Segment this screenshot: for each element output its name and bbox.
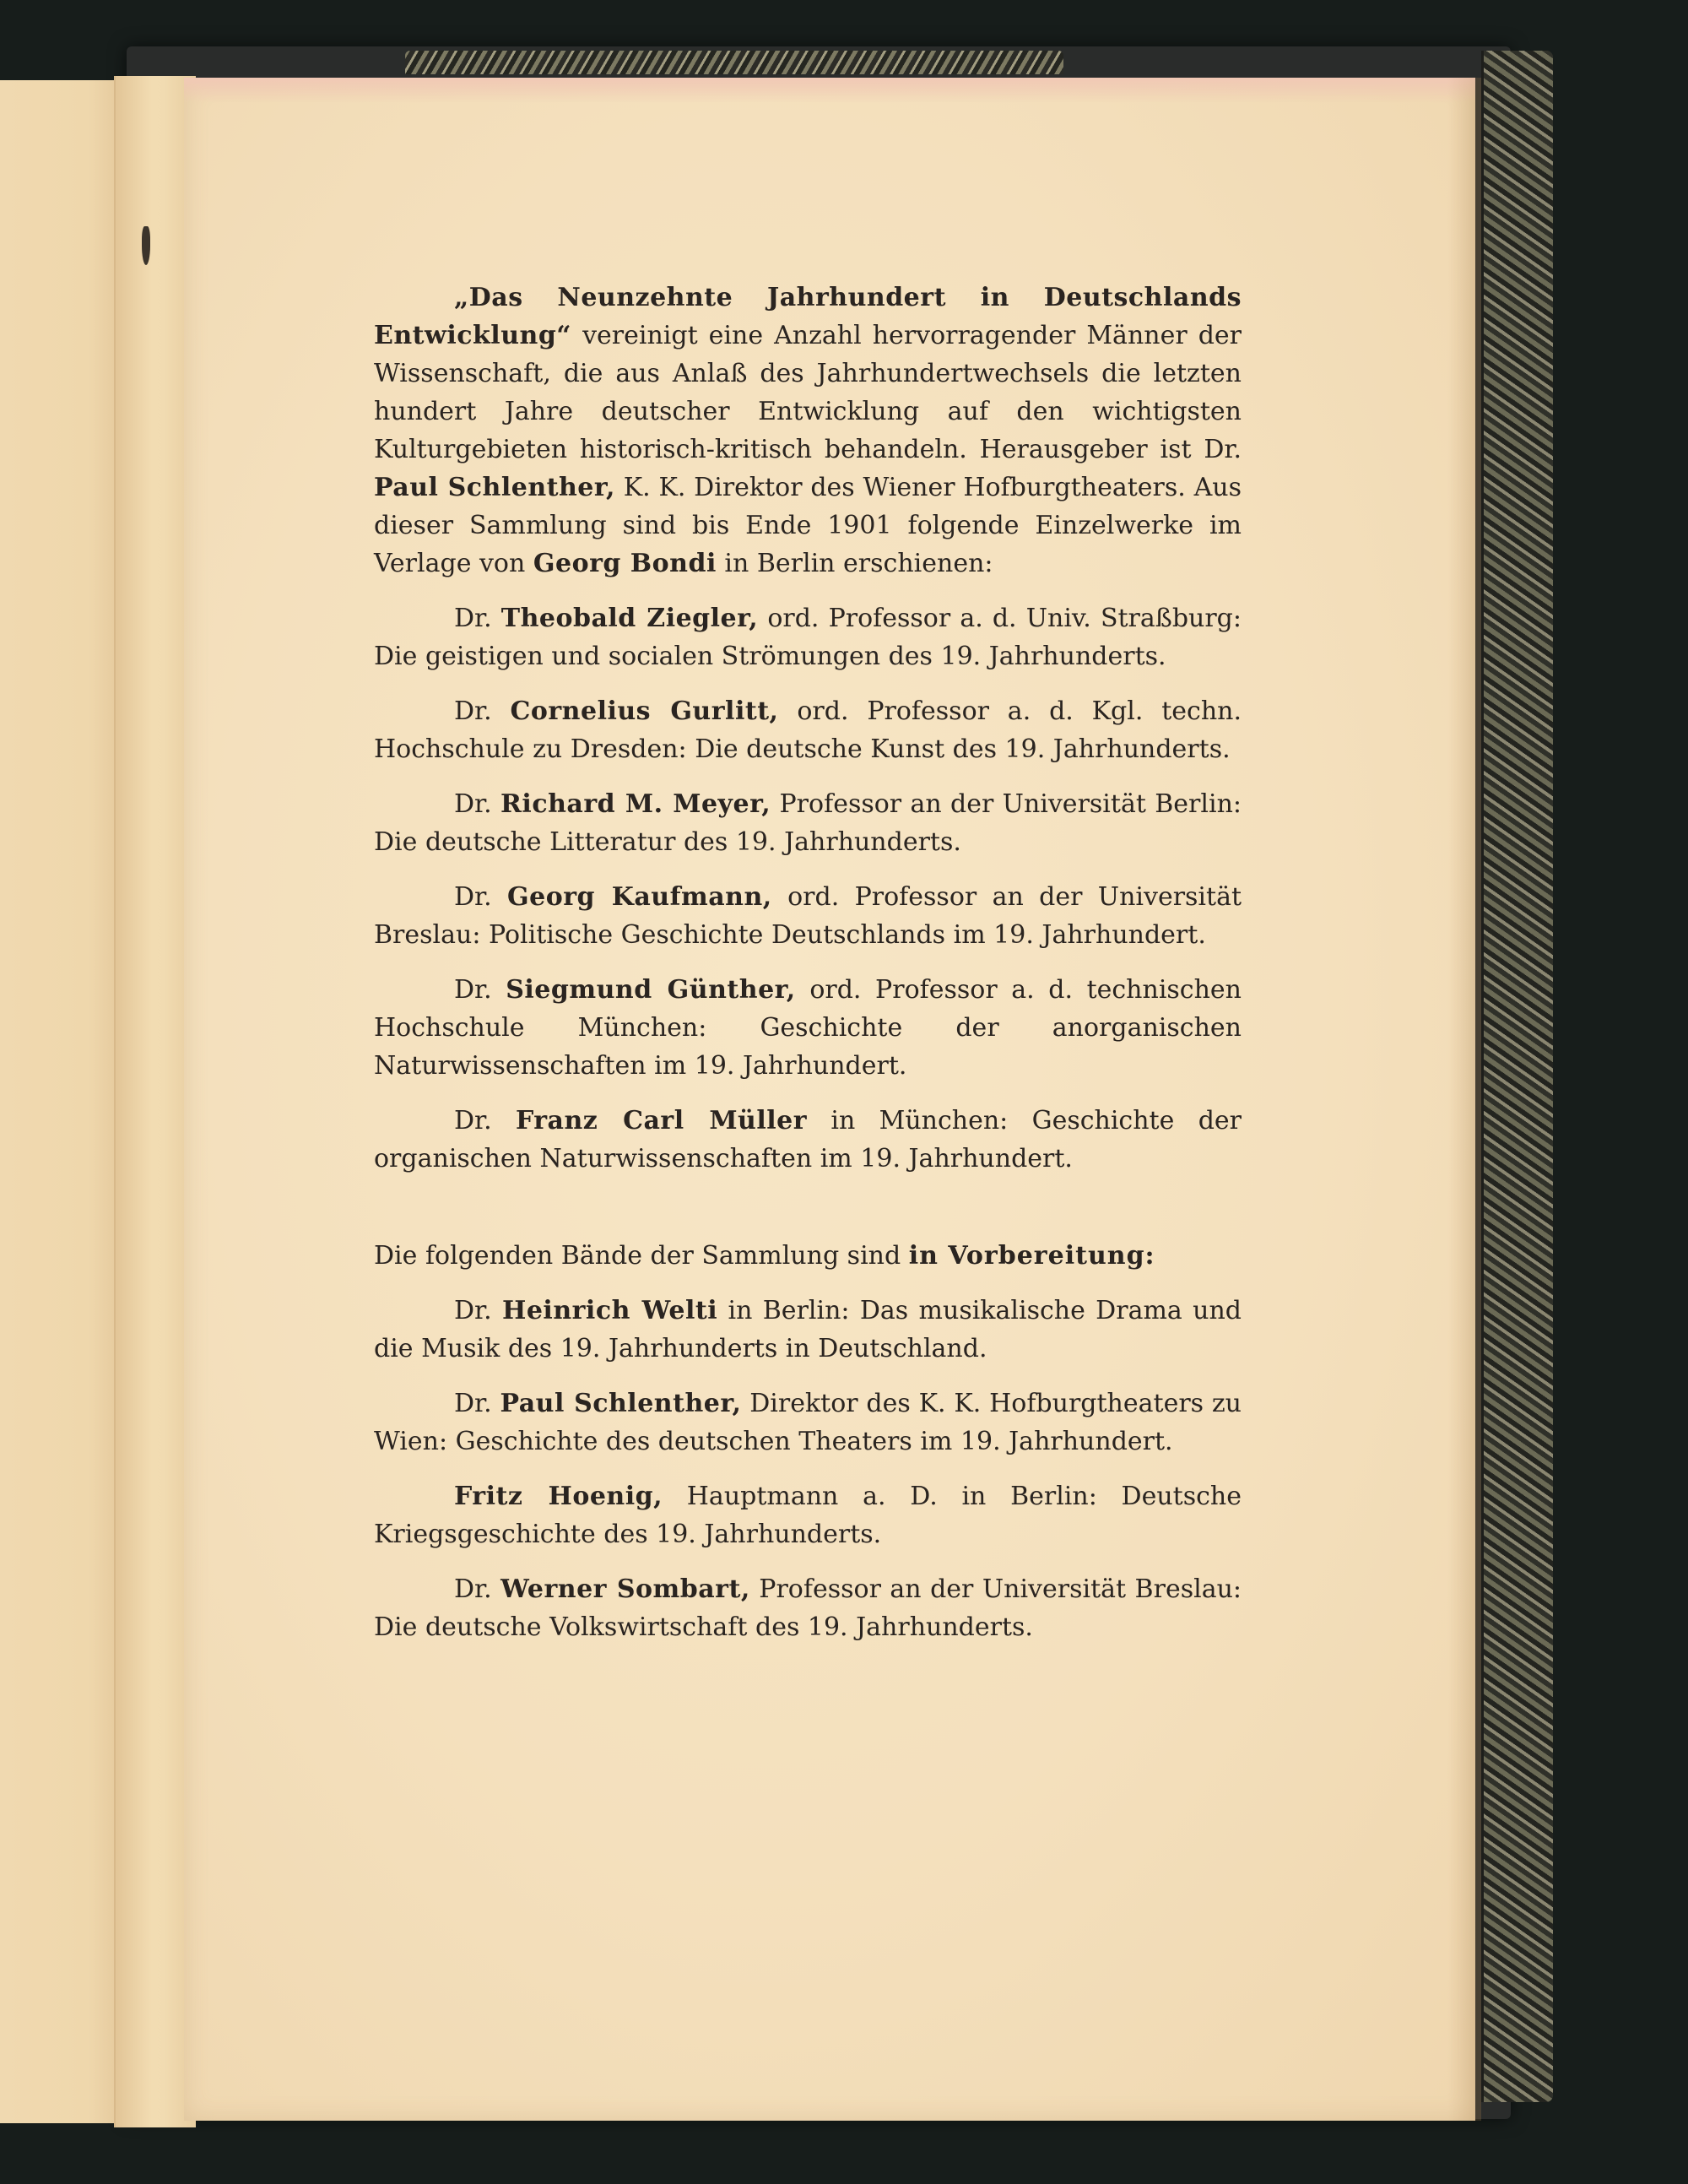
published-entry — [374, 971, 1242, 1085]
page-top-stain — [184, 78, 1475, 103]
published-entry — [374, 878, 1242, 954]
marbled-top-edge — [405, 51, 1063, 74]
entry-prefix: Dr. — [454, 1574, 501, 1604]
entry-text: Professor an der Universität Berlin: Die deutsche Litteratur des 19. Jahrhunderts. — [374, 789, 1242, 857]
entry-text: ord. Professor a. d. Univ. Straßburg: Die geistigen und socialen Strömungen des 19. Jahrhunderts. — [374, 604, 1242, 671]
author-name: Georg Kaufmann, — [507, 882, 772, 912]
entry-text: ord. Professor a. d. Kgl. techn. Hochschule zu Dresden: Die deutsche Kunst des 19. Jahrhunderts. — [374, 696, 1242, 764]
preparation-heading-text: Die folgenden Bände der Sammlung sind — [374, 1241, 909, 1271]
author-name: Fritz Hoenig, — [454, 1482, 663, 1511]
intro-text-3: in Berlin erschienen: — [716, 549, 993, 578]
left-page — [0, 80, 127, 2123]
entry-text: ord. Professor an der Universität Breslau: Politische Geschichte Deutschlands im 19. Jahrhundert. — [374, 882, 1242, 950]
entry-prefix: Dr. — [454, 1389, 500, 1418]
preparation-heading-bold: in Vorbereitung: — [908, 1241, 1155, 1271]
publisher-name: Georg Bondi — [533, 549, 717, 578]
published-entry — [374, 785, 1242, 861]
entry-text: Hauptmann a. D. in Berlin: Deutsche Kriegsgeschichte des 19. Jahrhunderts. — [374, 1482, 1242, 1549]
author-name: Cornelius Gurlitt, — [510, 696, 779, 726]
author-name: Paul Schlenther, — [500, 1389, 742, 1418]
published-entry — [374, 599, 1242, 675]
author-name: Richard M. Meyer, — [500, 789, 771, 819]
entry-text: Direktor des K. K. Hofburgtheaters zu Wien: Geschichte des deutschen Theaters im 19. Jahrhundert. — [374, 1389, 1242, 1456]
entry-prefix: Dr. — [454, 1106, 516, 1135]
entry-prefix: Dr. — [454, 882, 507, 912]
entry-text: Professor an der Universität Breslau: Die deutsche Volkswirtschaft des 19. Jahrhunderts. — [374, 1574, 1242, 1642]
preparation-entry — [374, 1292, 1242, 1368]
author-name: Theobald Ziegler, — [500, 604, 759, 633]
page-edge-shadow — [1447, 78, 1481, 2121]
intro-text-1: vereinigt eine Anzahl hervorragender Männer der Wissenschaft, die aus Anlaß des Jahrhundertwechsels die letzten hundert Jahre deutscher Entwicklung auf den wichtigsten Kulturgebieten historisch-kritisch behandeln. Herausgeber ist Dr. — [374, 321, 1242, 464]
entry-text: in Berlin: Das musikalische Drama und die Musik des 19. Jahrhunderts in Deutschland. — [374, 1296, 1242, 1363]
preparation-entry — [374, 1477, 1242, 1553]
published-list — [374, 599, 1242, 1178]
author-name: Werner Sombart, — [500, 1574, 750, 1604]
entry-prefix: Dr. — [454, 1296, 502, 1325]
author-name: Siegmund Günther, — [506, 975, 796, 1005]
entry-prefix: Dr. — [454, 789, 500, 819]
entry-text: ord. Professor a. d. technischen Hochschule München: Geschichte der anorganischen Naturwissenschaften im 19. Jahrhundert. — [374, 975, 1242, 1081]
intro-paragraph — [374, 279, 1242, 583]
preparation-entry — [374, 1385, 1242, 1461]
editor-name: Paul Schlenther, — [374, 473, 615, 502]
intro-text-2: K. K. Direktor des Wiener Hofburgtheaters. Aus dieser Sammlung sind bis Ende 1901 folgende Einzelwerke im Verlage von — [374, 473, 1242, 578]
published-entry — [374, 1102, 1242, 1178]
entry-prefix: Dr. — [454, 696, 511, 726]
text-block — [374, 279, 1242, 1663]
published-entry — [374, 692, 1242, 768]
ink-mark — [142, 226, 150, 265]
marbled-spine — [1481, 51, 1553, 2102]
preparation-heading — [374, 1237, 1242, 1275]
series-title: „Das Neunzehnte Jahrhundert in Deutschlands Entwicklung“ — [374, 283, 1242, 350]
preparation-entry — [374, 1570, 1242, 1646]
entry-prefix: Dr. — [454, 975, 506, 1005]
preparation-list — [374, 1292, 1242, 1646]
entry-text: in München: Geschichte der organischen Naturwissenschaften im 19. Jahrhundert. — [374, 1106, 1242, 1173]
author-name: Franz Carl Müller — [515, 1106, 808, 1135]
author-name: Heinrich Welti — [501, 1296, 718, 1325]
entry-prefix: Dr. — [454, 604, 501, 633]
